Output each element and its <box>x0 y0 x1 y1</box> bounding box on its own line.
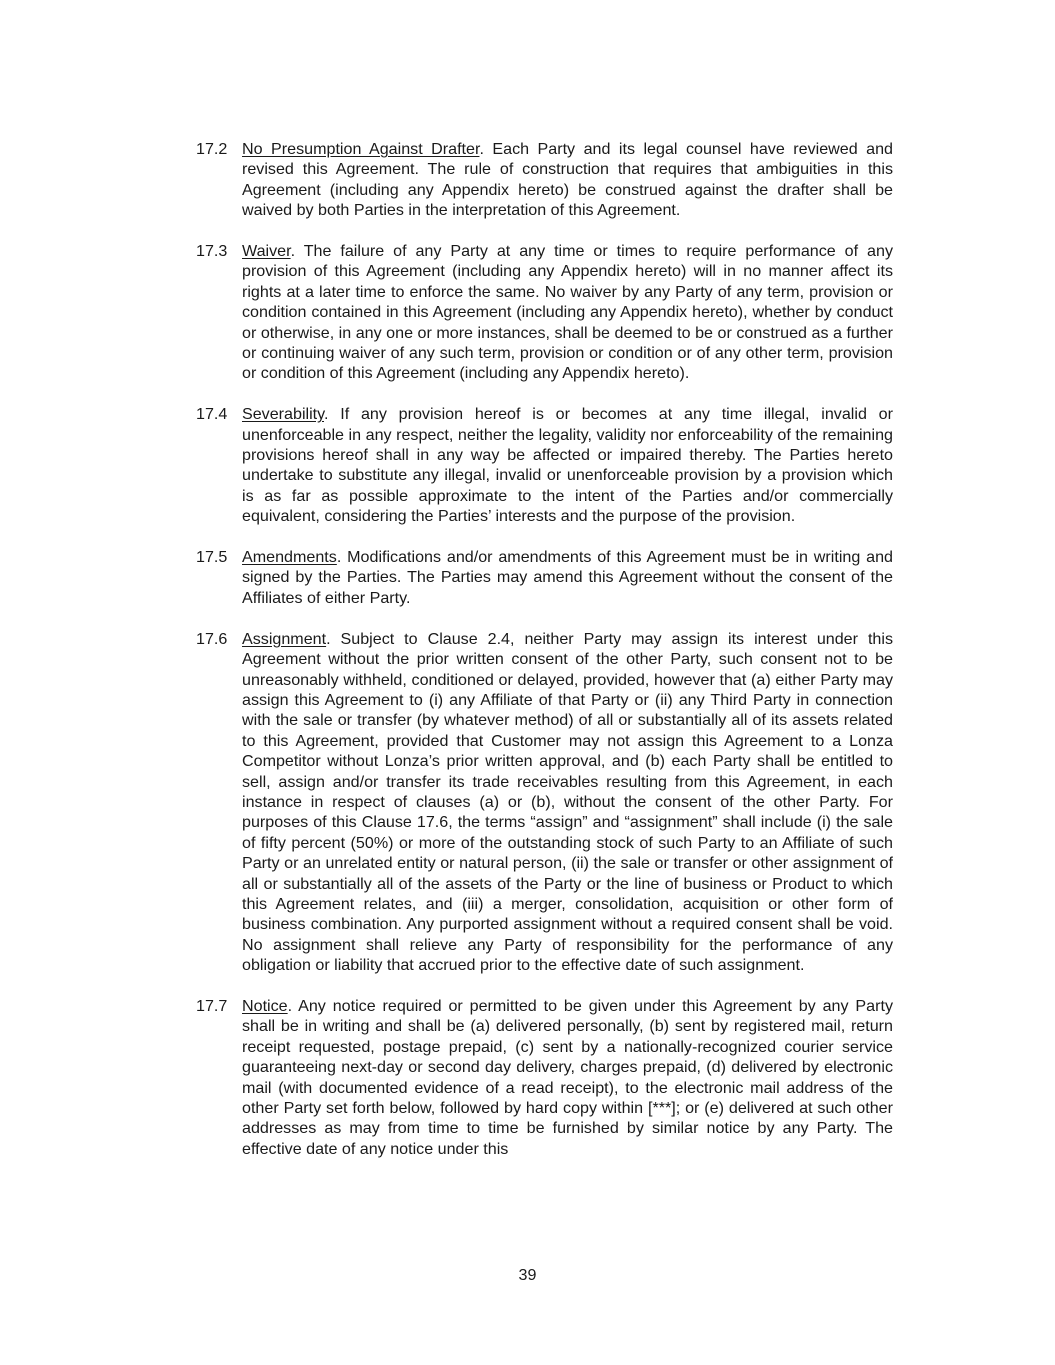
clause-number: 17.4 <box>196 405 228 424</box>
clause-heading: Amendments <box>242 548 337 567</box>
clause-list <box>196 139 893 1180</box>
clause-text: . Any notice required or permitted to be given under this Agreement by any Party shall be in writing and shall be (a) delivered personally, (b) sent by registered mail, return receipt requested, postage prepaid, (c) sent by a nationally-recognized courier service guaranteeing next-day or second day delivery, charges prepaid, (d) delivered by electronic mail (with documented evidence of a read receipt), to the electronic mail address of the other Party set forth below, followed by hard copy within [***]; or (e) delivered at such other addresses as may from time to time be furnished by similar notice by any Party. The effective date of any notice under this <box>242 996 893 1158</box>
clause-text: . Modifications and/or amendments of this Agreement must be in writing and signed by the Parties. The Parties may amend this Agreement without the consent of the Affiliates of either Party. <box>242 548 893 607</box>
clause-17-4 <box>196 404 893 526</box>
clause-text: . The failure of any Party at any time or times to require performance of any provision of this Agreement (including any Appendix hereto) will in no manner affect its rights at a later time to enforce the same. No waiver by any Party of any term, provision or condition contained in this Agreement (including any Appendix hereto), whether by conduct or otherwise, in any one or more instances, shall be deemed to be or construed as a further or continuing waiver of any such term, provision or condition or of any other term, provision or condition of this Agreement (including any Appendix hereto). <box>242 242 893 383</box>
clause-number: 17.6 <box>196 629 228 648</box>
clause-number: 17.3 <box>196 242 228 261</box>
clause-17-2 <box>196 139 893 221</box>
clause-text: . Subject to Clause 2.4, neither Party may assign its interest under this Agreement without the prior written consent of the other Party, such consent not to be unreasonably withheld, conditioned or delayed, provided, however that (a) either Party may assign this Agreement to (i) any Affiliate of that Party or (ii) any Third Party in connection with the sale or transfer (by whatever method) of all or substantially all of its assets related to this Agreement, provided that Customer may not assign this Agreement to a Lonza Competitor without Lonza’s prior written approval, and (b) each Party shall be entitled to sell, assign and/or transfer its trade receivables resulting from this Agreement, in each instance in respect of clauses (a) or (b), without the consent of the other Party. For purposes of this Clause 17.6, the terms “assign” and “assignment” shall include (i) the sale of fifty percent (50%) or more of the outstanding stock of such Party to an Affiliate of such Party or an unrelated entity or natural person, (ii) the sale or transfer or other assignment of all or substantially all of the assets of the Party or the line of business or Product to which this Agreement relates, and (iii) a merger, consolidation, acquisition or other form of business combination. Any purported assignment without a required consent shall be void. No assignment shall relieve any Party of responsibility for the performance of any obligation or liability that accrued prior to the effective date of such assignment. <box>242 629 893 975</box>
clause-text: . If any provision hereof is or becomes at any time illegal, invalid or unenforceable in any respect, neither the legality, validity nor enforceability of the remaining provisions hereof shall in any way be affected or impaired thereby. The Parties hereto undertake to substitute any illegal, invalid or unenforceable provision by a provision which is as far as possible approximate to the intent of the Parties and/or commercially equivalent, considering the Parties’ interests and the purpose of the provision. <box>242 405 893 526</box>
clause-heading: No Presumption Against Drafter <box>242 140 480 158</box>
clause-heading: Severability <box>242 405 324 424</box>
clause-17-5 <box>196 547 893 608</box>
clause-heading: Waiver <box>242 242 291 261</box>
clause-17-3 <box>196 241 893 384</box>
page-number: 39 <box>518 1266 537 1284</box>
clause-number: 17.5 <box>196 548 228 567</box>
clause-17-7 <box>196 996 893 1159</box>
clause-text: . Each Party and its legal counsel have reviewed and revised this Agreement. The rule of construction that requires that ambiguities in this Agreement (including any Appendix hereto) be construed against the drafter shall be waived by both Parties in the interpretation of this Agreement. <box>242 140 893 220</box>
clause-heading: Assignment <box>242 629 327 648</box>
clause-number: 17.2 <box>196 140 228 158</box>
clause-heading: Notice <box>242 996 288 1015</box>
clause-number: 17.7 <box>196 996 228 1015</box>
clause-17-6 <box>196 629 893 976</box>
